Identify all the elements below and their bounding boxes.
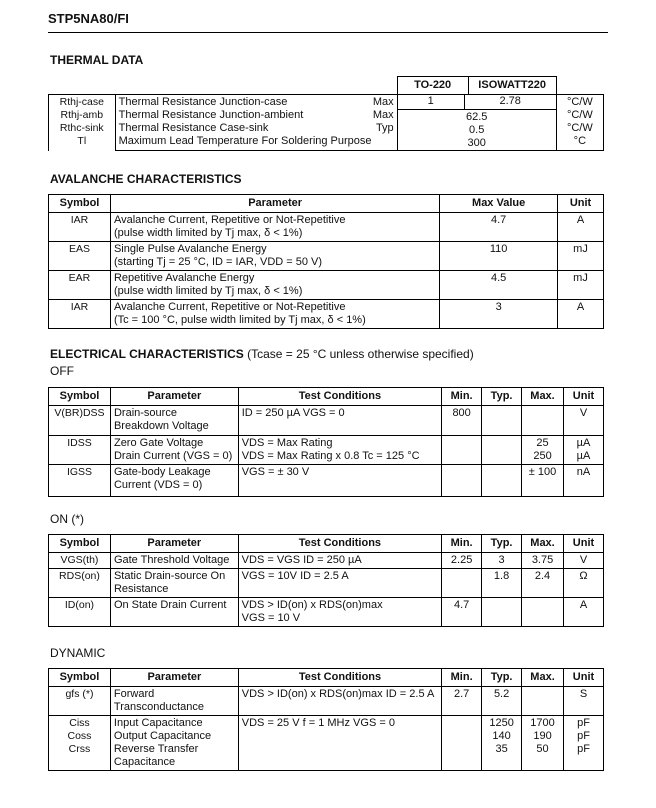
avalanche-sym-1: IAR: [49, 213, 111, 242]
header-rule: [48, 32, 608, 33]
off-unit-3: nA: [564, 465, 604, 497]
off-min-3: [442, 465, 482, 497]
avalanche-sym-2: EAS: [49, 242, 111, 271]
on-h-max: Max.: [522, 535, 564, 553]
sym-rthj-amb: Rthj-amb: [60, 109, 104, 121]
avalanche-p2-2: (starting Tj = 25 °C, ID = IAR, VDD = 50 V): [113, 256, 323, 268]
on-max-1: 3.75: [522, 553, 564, 569]
on-max-3: [522, 598, 564, 627]
off-t2-2: VDS = Max Rating x 0.8 Tc = 125 °C: [241, 450, 420, 462]
on-min-1: 2.25: [442, 553, 482, 569]
on-h-min: Min.: [442, 535, 482, 553]
on-h-typ: Typ.: [482, 535, 522, 553]
dyn-crss-unit: pF: [577, 743, 590, 755]
tl-value: 300: [467, 137, 486, 149]
table-row: [49, 569, 604, 598]
thermal-unit-3: °C/W: [566, 122, 593, 134]
avalanche-p2-3: (pulse width limited by Tj max, δ < 1%): [113, 285, 303, 297]
thermal-q-1: Max: [372, 96, 394, 108]
avalanche-p2-4: (Tc = 100 °C, pulse width limited by Tj max, δ < 1%): [113, 314, 366, 326]
avalanche-p1-2: Single Pulse Avalanche Energy: [113, 243, 267, 255]
on-typ-1: 3: [482, 553, 522, 569]
dyn-ciss-max: 1700: [530, 717, 555, 729]
col-isowatt220: ISOWATT220: [468, 77, 556, 95]
avalanche-p1-4: Avalanche Current, Repetitive or Not-Repetitive: [113, 301, 346, 313]
avalanche-val-2: 110: [440, 242, 558, 271]
avalanche-sym-4: IAR: [49, 300, 111, 329]
avalanche-val-1: 4.7: [440, 213, 558, 242]
dyn-h-typ: Typ.: [482, 669, 522, 687]
table-row: [49, 213, 604, 242]
dyn-gfs-p2: Transconductance: [113, 701, 205, 713]
table-row: [49, 716, 604, 771]
table-row: [49, 271, 604, 300]
dyn-h-test: Test Conditions: [238, 669, 441, 687]
off-p2-1: Breakdown Voltage: [113, 420, 209, 432]
thermal-q-3: Typ: [375, 122, 394, 134]
thermal-param-3: Thermal Resistance Case-sink: [118, 122, 269, 134]
sym-rthj-case: Rthj-case: [59, 96, 104, 108]
table-row: [49, 598, 604, 627]
off-h-symbol: Symbol: [49, 388, 111, 406]
dynamic-table: [48, 668, 604, 771]
dyn-cap-p1: Input Capacitance: [113, 717, 203, 729]
table-row: [49, 242, 604, 271]
on-unit-1: V: [564, 553, 604, 569]
dyn-h-symbol: Symbol: [49, 669, 111, 687]
dyn-gfs-test: VDS > ID(on) x RDS(on)max ID = 2.5 A: [238, 687, 441, 716]
rthj-amb-value: 62.5: [465, 111, 488, 123]
off-unit-2b: µA: [576, 450, 591, 462]
thermal-unit-4: °C: [573, 135, 587, 147]
dyn-gfs-max: [522, 687, 564, 716]
avalanche-title: AVALANCHE CHARACTERISTICS: [50, 172, 242, 186]
off-p1-1: Drain-source: [113, 407, 177, 419]
on-h-unit: Unit: [564, 535, 604, 553]
off-h-min: Min.: [442, 388, 482, 406]
off-title: OFF: [50, 364, 74, 378]
avalanche-h-param: Parameter: [110, 195, 439, 213]
on-p1-3: On State Drain Current: [110, 598, 238, 627]
table-row: [49, 553, 604, 569]
off-min-2: [442, 436, 482, 465]
dyn-gfs-typ: 5.2: [482, 687, 522, 716]
dyn-sym-gfs: gfs (*): [49, 687, 111, 716]
dyn-cap-p2: Output Capacitance: [113, 730, 212, 742]
avalanche-unit-4: A: [558, 300, 604, 329]
thermal-title: THERMAL DATA: [50, 53, 144, 67]
table-row: [49, 406, 604, 436]
avalanche-h-max: Max Value: [440, 195, 558, 213]
dyn-gfs-unit: S: [564, 687, 604, 716]
avalanche-p1-3: Repetitive Avalanche Energy: [113, 272, 255, 284]
off-h-max: Max.: [522, 388, 564, 406]
avalanche-p2-1: (pulse width limited by Tj max, δ < 1%): [113, 227, 303, 239]
off-t1-2: VDS = Max Rating: [241, 437, 333, 449]
on-max-2: 2.4: [522, 569, 564, 598]
off-h-test: Test Conditions: [238, 388, 441, 406]
thermal-unit-2: °C/W: [566, 109, 593, 121]
on-h-test: Test Conditions: [238, 535, 441, 553]
on-t1-3: VDS > ID(on) x RDS(on)max: [241, 599, 383, 611]
off-typ-2: [482, 436, 522, 465]
part-number: STP5NA80/FI: [48, 11, 129, 26]
on-t1-2: VGS = 10V ID = 2.5 A: [238, 569, 441, 598]
dyn-gfs-p1: Forward: [113, 688, 155, 700]
sym-rthc-sink: Rthc-sink: [59, 122, 104, 134]
table-row: [49, 300, 604, 329]
dyn-h-min: Min.: [442, 669, 482, 687]
avalanche-unit-1: A: [558, 213, 604, 242]
dyn-ciss-typ: 1250: [489, 717, 514, 729]
thermal-param-2: Thermal Resistance Junction-ambient: [118, 109, 304, 121]
thermal-unit-1: °C/W: [566, 96, 593, 108]
on-min-2: [442, 569, 482, 598]
off-h-unit: Unit: [564, 388, 604, 406]
on-p2-2: Resistance: [113, 583, 169, 595]
thermal-table: [48, 76, 604, 151]
dyn-h-unit: Unit: [564, 669, 604, 687]
off-sym-3: IGSS: [49, 465, 111, 497]
dyn-gfs-min: 2.7: [442, 687, 482, 716]
off-t1-3: VGS = ± 30 V: [238, 465, 441, 497]
thermal-q-2: Max: [372, 109, 394, 121]
dyn-cap-p4: Capacitance: [113, 756, 176, 768]
avalanche-table: [48, 194, 604, 329]
dyn-sym-crss: Crss: [68, 743, 91, 755]
off-h-typ: Typ.: [482, 388, 522, 406]
off-max-2a: 25: [536, 437, 549, 449]
on-p1-1: Gate Threshold Voltage: [110, 553, 238, 569]
on-unit-2: Ω: [564, 569, 604, 598]
off-sym-1: V(BR)DSS: [49, 406, 111, 436]
dyn-cap-test: VDS = 25 V f = 1 MHz VGS = 0: [238, 716, 441, 771]
avalanche-sym-3: EAR: [49, 271, 111, 300]
off-p1-2: Zero Gate Voltage: [113, 437, 204, 449]
on-h-symbol: Symbol: [49, 535, 111, 553]
off-p2-2: Drain Current (VGS = 0): [113, 450, 233, 462]
rthc-sink-value: 0.5: [469, 124, 485, 136]
on-title: ON (*): [50, 512, 84, 526]
off-max-2b: 250: [533, 450, 552, 462]
rthj-case-to220: 1: [398, 95, 465, 109]
avalanche-val-4: 3: [440, 300, 558, 329]
dynamic-title: DYNAMIC: [50, 646, 106, 660]
on-unit-3: A: [564, 598, 604, 627]
dyn-coss-unit: pF: [577, 730, 590, 742]
thermal-param-1: Thermal Resistance Junction-case: [118, 96, 288, 108]
on-h-param: Parameter: [110, 535, 238, 553]
dyn-ciss-unit: pF: [577, 717, 590, 729]
avalanche-unit-2: mJ: [558, 242, 604, 271]
on-typ-2: 1.8: [482, 569, 522, 598]
on-t1-1: VDS = VGS ID = 250 µA: [238, 553, 441, 569]
sym-tl: Tl: [77, 135, 87, 147]
dyn-coss-max: 190: [533, 730, 552, 742]
avalanche-h-unit: Unit: [558, 195, 604, 213]
dyn-crss-max: 50: [536, 743, 549, 755]
on-sym-3: ID(on): [49, 598, 111, 627]
avalanche-val-3: 4.5: [440, 271, 558, 300]
dyn-sym-coss: Coss: [67, 730, 92, 742]
thermal-param-4: Maximum Lead Temperature For Soldering Purpose: [118, 135, 372, 147]
on-sym-2: RDS(on): [49, 569, 111, 598]
off-min-1: 800: [442, 406, 482, 436]
off-typ-1: [482, 406, 522, 436]
avalanche-p1-1: Avalanche Current, Repetitive or Not-Repetitive: [113, 214, 346, 226]
off-p2-3: Current (VDS = 0): [113, 479, 203, 491]
off-unit-2a: µA: [576, 437, 591, 449]
col-to220: TO-220: [397, 77, 468, 95]
on-p1-2: Static Drain-source On: [113, 570, 226, 582]
off-table: [48, 387, 604, 497]
on-typ-3: [482, 598, 522, 627]
off-h-param: Parameter: [110, 388, 238, 406]
off-t1-1: ID = 250 µA VGS = 0: [238, 406, 441, 436]
off-sym-2: IDSS: [49, 436, 111, 465]
dyn-cap-p3: Reverse Transfer: [113, 743, 199, 755]
on-t2-3: VGS = 10 V: [241, 612, 301, 624]
off-typ-3: [482, 465, 522, 497]
avalanche-unit-3: mJ: [558, 271, 604, 300]
rthj-case-iso: 2.78: [499, 95, 521, 107]
on-sym-1: VGS(th): [49, 553, 111, 569]
dyn-crss-typ: 35: [495, 743, 508, 755]
on-min-3: 4.7: [442, 598, 482, 627]
electrical-title: ELECTRICAL CHARACTERISTICS: [50, 347, 244, 361]
dyn-h-param: Parameter: [110, 669, 238, 687]
dyn-sym-ciss: Ciss: [69, 717, 90, 729]
dyn-coss-typ: 140: [492, 730, 511, 742]
dyn-h-max: Max.: [522, 669, 564, 687]
off-p1-3: Gate-body Leakage: [113, 466, 211, 478]
off-max-3: ± 100: [522, 465, 564, 497]
table-row: [49, 687, 604, 716]
off-unit-1: V: [564, 406, 604, 436]
on-table: [48, 534, 604, 627]
table-row: [49, 465, 604, 497]
table-row: [49, 436, 604, 465]
electrical-conditions: (Tcase = 25 °C unless otherwise specified): [247, 347, 474, 361]
avalanche-h-symbol: Symbol: [49, 195, 111, 213]
